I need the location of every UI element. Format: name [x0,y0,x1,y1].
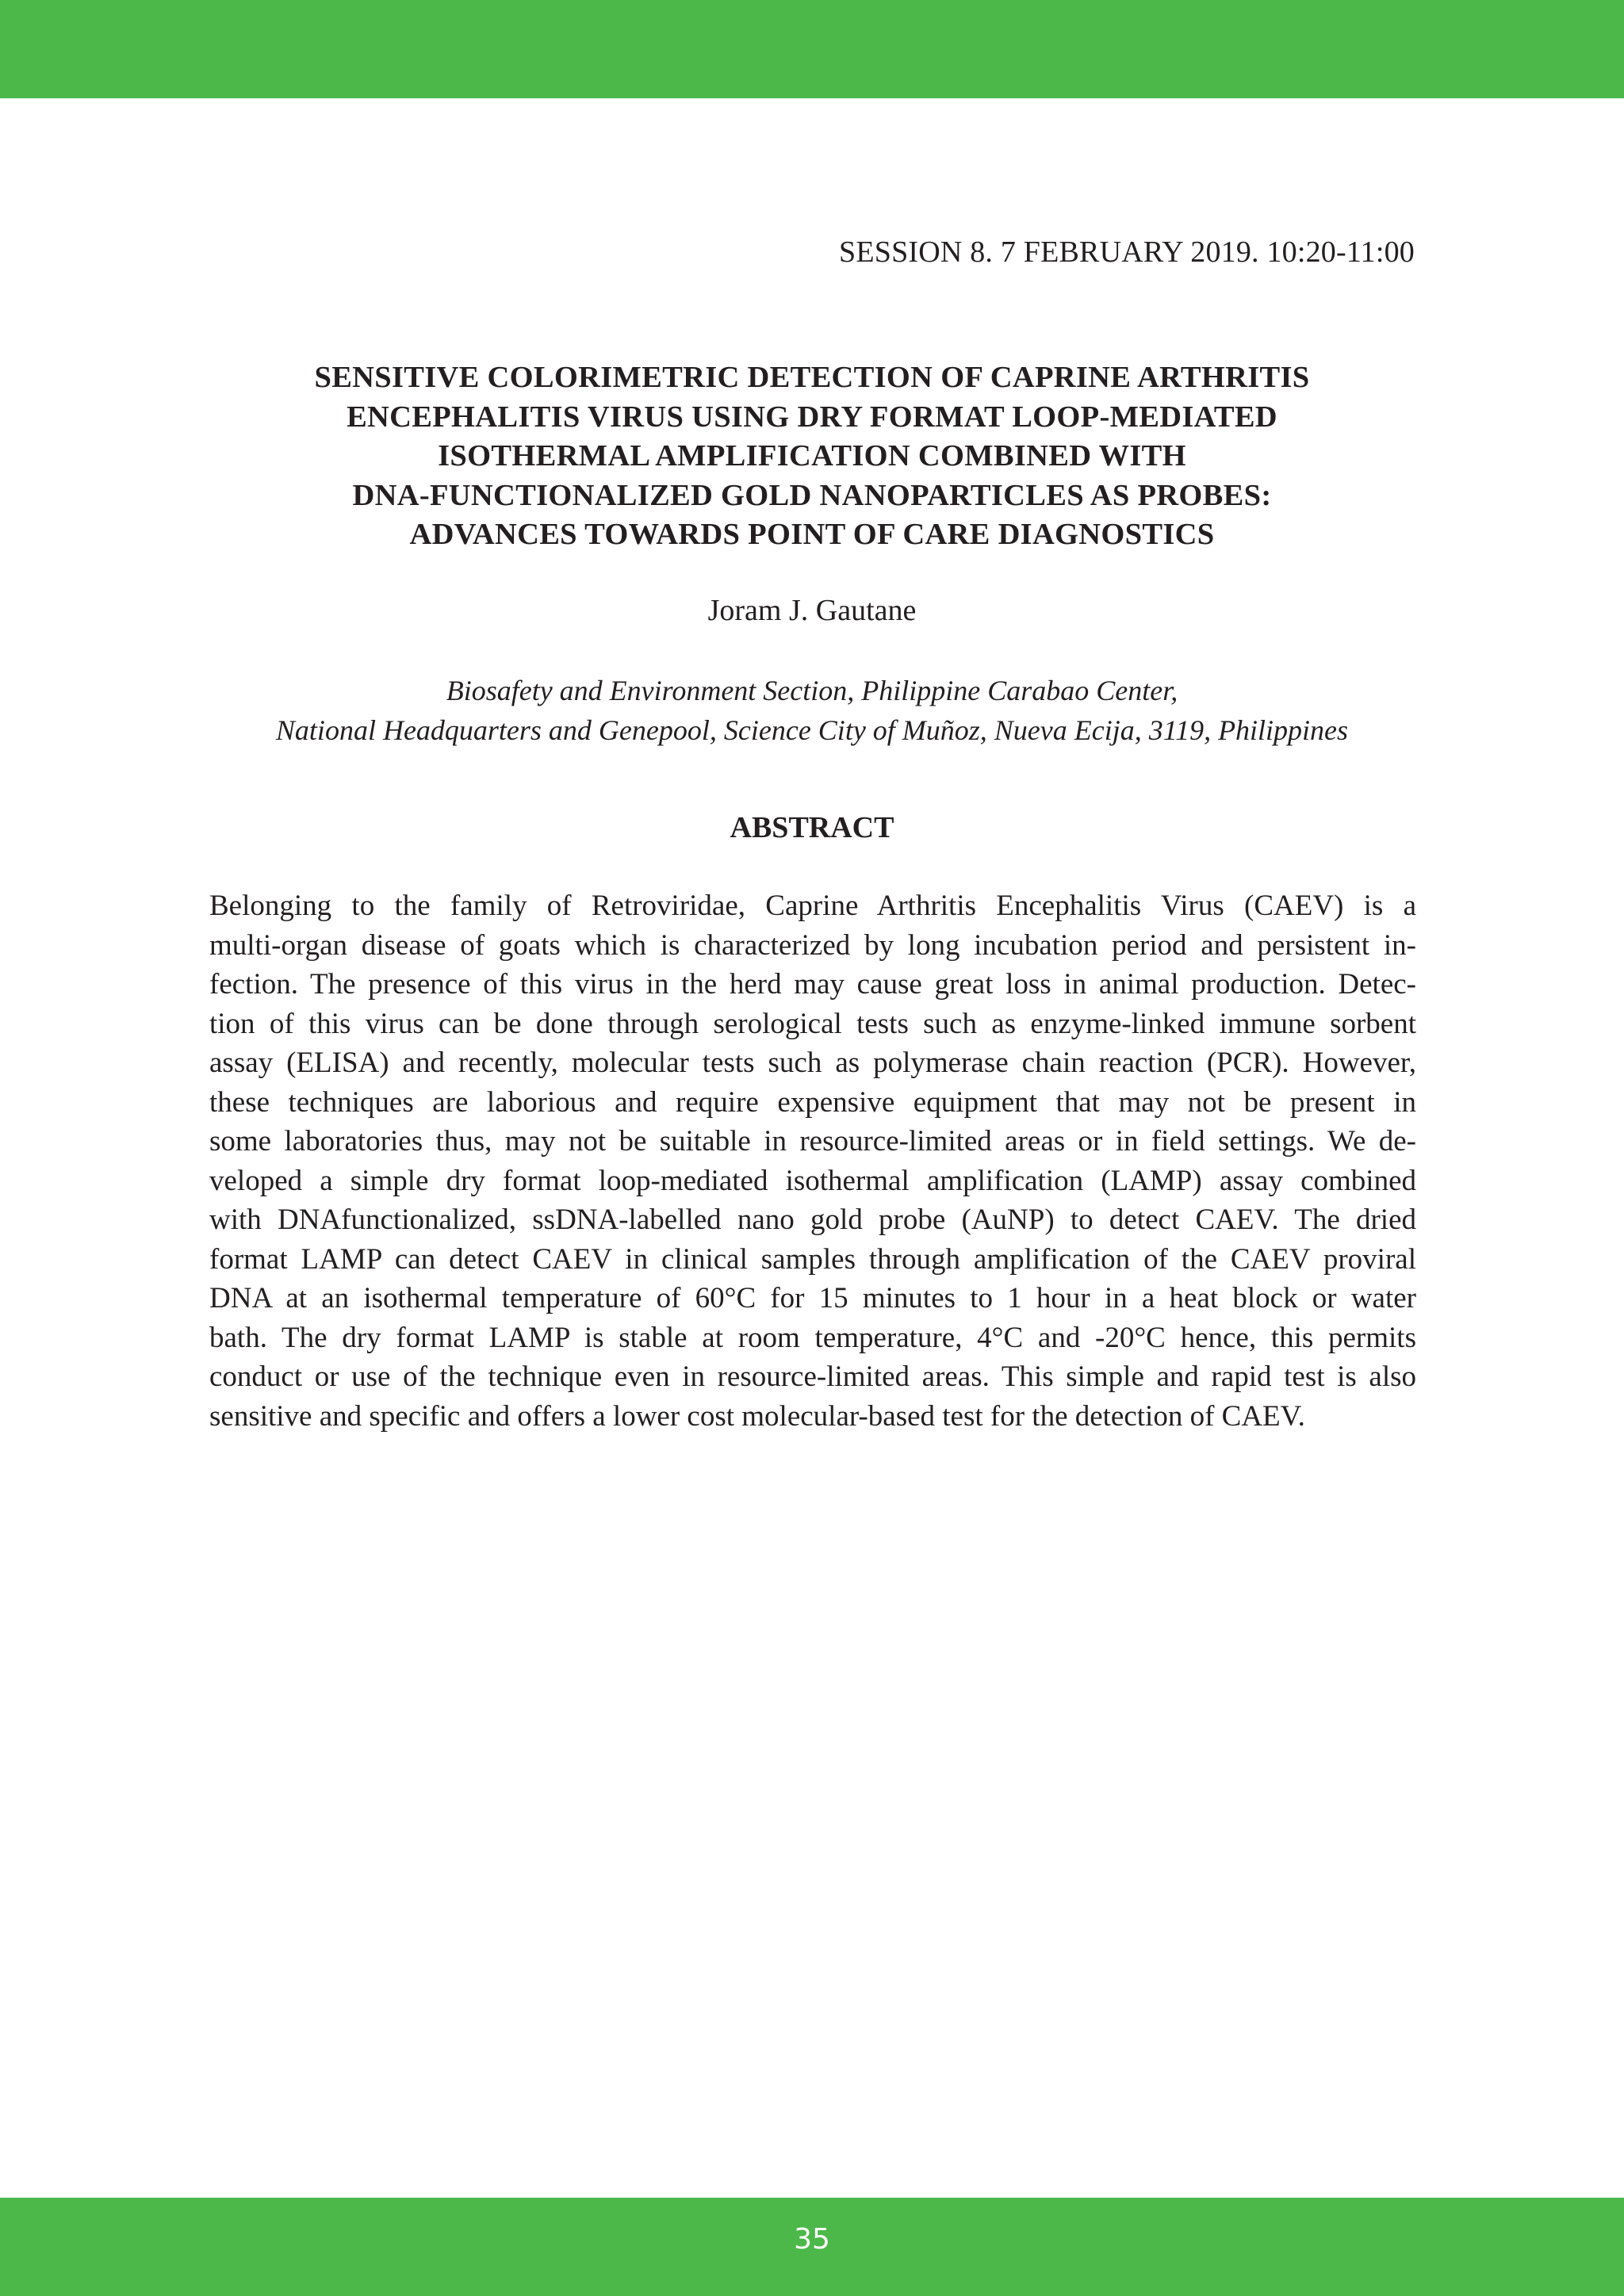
author-name: Joram J. Gautane [707,594,917,627]
affiliation-line: National Headquarters and Genepool, Science City of Muñoz, Nueva Ecija, 3119, Philippines [275,714,1349,746]
title-line: ENCEPHALITIS VIRUS USING DRY FORMAT LOOP-MEDIATED [347,400,1277,434]
paper-title [209,358,1415,555]
title-line: DNA-FUNCTIONALIZED GOLD NANOPARTICLES AS PROBES: [352,478,1272,512]
abstract-line: bath. The dry format LAMP is stable at room temperature, 4°C and -20°C hence, this permits [209,1321,1416,1354]
abstract-line: these techniques are laborious and require expensive equipment that may not be present in [209,1085,1416,1119]
abstract-line: fection. The presence of this virus in the herd may cause great loss in animal production. Detec- [209,968,1416,1001]
abstract-line: Belonging to the family of Retroviridae, Caprine Arthritis Encephalitis Virus (CAEV) is a [209,890,1416,922]
title-line: ADVANCES TOWARDS POINT OF CARE DIAGNOSTICS [409,518,1215,551]
abstract-line: with DNAfunctionalized, ssDNA-labelled nano gold probe (AuNP) to detect CAEV. The dried [209,1203,1416,1236]
abstract-line: some laboratories thus, may not be suitable in resource-limited areas or in field settings. We de- [209,1125,1416,1158]
abstract-line: conduct or use of the technique even in resource-limited areas. This simple and rapid test is also [209,1360,1416,1393]
affiliation-line: Biosafety and Environment Section, Philippine Carabao Center, [446,675,1178,706]
abstract-line: veloped a simple dry format loop-mediated isothermal amplification (LAMP) assay combined [209,1164,1416,1197]
abstract-line: format LAMP can detect CAEV in clinical samples through amplification of the CAEV proviral [209,1242,1416,1276]
abstract-body [209,886,1416,1436]
page-number: 35 [794,2223,830,2256]
abstract-line: DNA at an isothermal temperature of 60°C for 15 minutes to 1 hour in a heat block or water [209,1282,1416,1314]
top-color-band [0,0,1624,98]
abstract-line: tion of this virus can be done through serological tests such as enzyme-linked immune sorbent [209,1007,1416,1040]
title-line: ISOTHERMAL AMPLIFICATION COMBINED WITH [438,439,1186,473]
abstract-line: assay (ELISA) and recently, molecular tests such as polymerase chain reaction (PCR). However, [209,1047,1416,1079]
author-affiliation [209,671,1415,750]
title-line: SENSITIVE COLORIMETRIC DETECTION OF CAPRINE ARTHRITIS [314,361,1310,394]
abstract-line: sensitive and specific and offers a lower cost molecular-based test for the detection of CAEV. [209,1399,1305,1433]
abstract-heading: ABSTRACT [730,811,894,844]
abstract-line: multi-organ disease of goats which is characterized by long incubation period and persistent in- [209,928,1416,962]
session-info: SESSION 8. 7 FEBRUARY 2019. 10:20-11:00 [838,235,1415,269]
